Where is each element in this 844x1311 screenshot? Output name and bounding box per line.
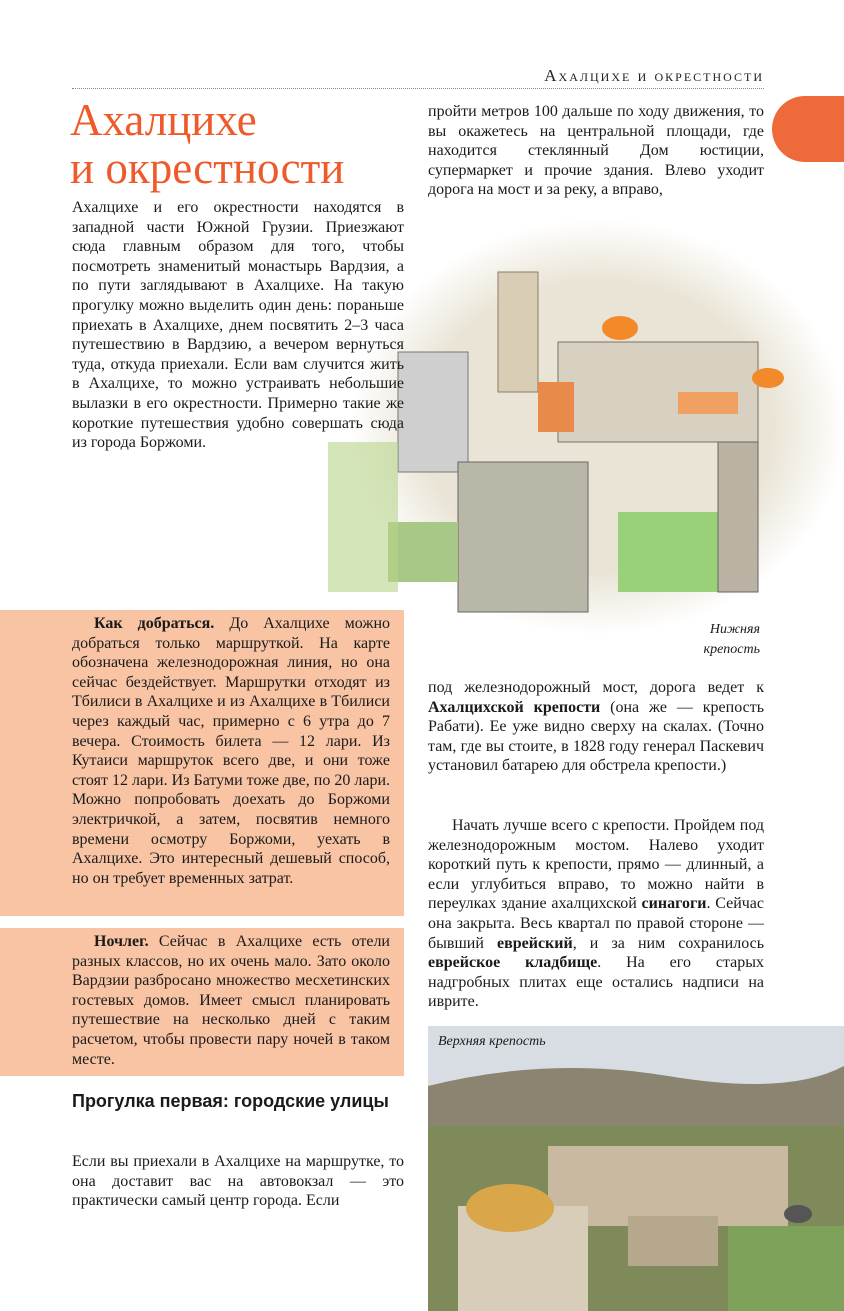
jewish-cemetery-term: еврейское кладбище: [428, 954, 598, 972]
synagogue-text-2: . Сейчас она закрыта. Весь квартал по правой стороне — бывший: [428, 895, 765, 952]
synagogue-paragraph: [428, 816, 764, 1012]
caption-lower-fortress: Нижняя крепость: [703, 622, 760, 657]
transport-text: До Ахалцихе можно добраться только маршруткой. На карте обозначена железнодорожная линия, но она сейчас бездействует. Маршрутки отходят из Тбилиси в Ахалцихе и из Ахалцихе в Тбилиси через каждый час, примерно с 6 утра до 7 вечера. Стоимость билета — 12 лари. Из Кутаиси маршруток всего две, и они тоже стоят 12 лари. Из Батуми тоже две, по 20 лари. Можно попробовать доехать до Боржоми электричкой, а затем, посвятив немного времени осмотру Боржоми, уехать в Ахалцихе. Это интересный дешевый способ, но он требует временных затрат.: [72, 615, 391, 887]
synagogue-text-4: . На его старых надгробных плитах еще остались надписи на иврите.: [428, 954, 764, 1011]
intro-paragraph: Ахалцихе и его окрестности находятся в западной части Южной Грузии. Приезжают сюда главным образом для того, чтобы посмотреть знаменитый монастырь Вардзия, а по пути заглядывают в Ахалцихе. На такую прогулку можно выделить один день: пораньше приехать в Ахалцихе, днем посвятить 2–3 часа путешествию в Вардзию, а вечером вернуться туда, откуда приехали. Если вам случится жить в Ахалцихе, то можно устраивать небольшие вылазки в его окрестности. Примерно такие же короткие путешествия удобно совершать сюда из города Боржоми.: [72, 199, 404, 452]
running-head: Ахалцихе и окрестности: [72, 66, 764, 89]
upper-fortress-photo: [428, 1026, 844, 1311]
right-column-top: пройти метров 100 дальше по ходу движения, то вы окажетесь на центральной площади, где находится стеклянный Дом юстиции, супермаркет и прочие здания. Влево уходит дорога на мост и за реку, а вправо,: [428, 103, 764, 199]
fortress-paragraph: [428, 678, 764, 776]
page-title: [70, 96, 410, 192]
synagogue-text-3: , и за ним сохранилось: [572, 934, 764, 952]
caption-upper-fortress: Верхняя крепость: [438, 1034, 546, 1049]
lodging-heading: Ночлег.: [94, 933, 149, 950]
lodging-text: Сейчас в Ахалцихе есть отели разных классов, но их очень мало. Зато около Вардзии разбросано множество месхетинских гостевых домов. Имеет смысл планировать путешествие на несколько дней с таким расчетом, чтобы провести пару ночей в таком месте.: [72, 933, 390, 1068]
fortress-text-2: (она же — крепость Рабати). Ее уже видно сверху на скалах. (Точно там, где вы стоите, в 1828 году генерал Паскевич установил батарею для обстрела крепости.): [428, 698, 764, 775]
fortress-name: Ахалцихской крепости: [428, 698, 601, 716]
title-line-2: и окрестности: [70, 143, 345, 193]
synagogue-text-1: Начать лучше всего с крепости. Пройдем под железнодорожным мостом. Налево уходит короткий путь к крепости, прямо — длинный, а если углубиться вправо, то можно найти в переулках здание ахалцихской: [428, 817, 764, 913]
transport-box: [0, 610, 404, 916]
lodging-box: [0, 928, 404, 1076]
fortress-text-1: под железнодорожный мост, дорога ведет к: [428, 679, 764, 696]
synagogue-term: синагоги: [641, 895, 707, 913]
jewish-quarter-term: еврейский: [496, 934, 573, 952]
transport-heading: Как добраться.: [94, 615, 215, 632]
walk-heading: Прогулка первая: городские улицы: [72, 1091, 389, 1111]
walk-paragraph: Если вы приехали в Ахалцихе на маршрутке, то она доставит вас на автовокзал — это практически самый центр города. Если: [72, 1153, 404, 1210]
title-line-1: Ахалцихе: [70, 95, 257, 145]
chapter-tab: [772, 96, 844, 162]
